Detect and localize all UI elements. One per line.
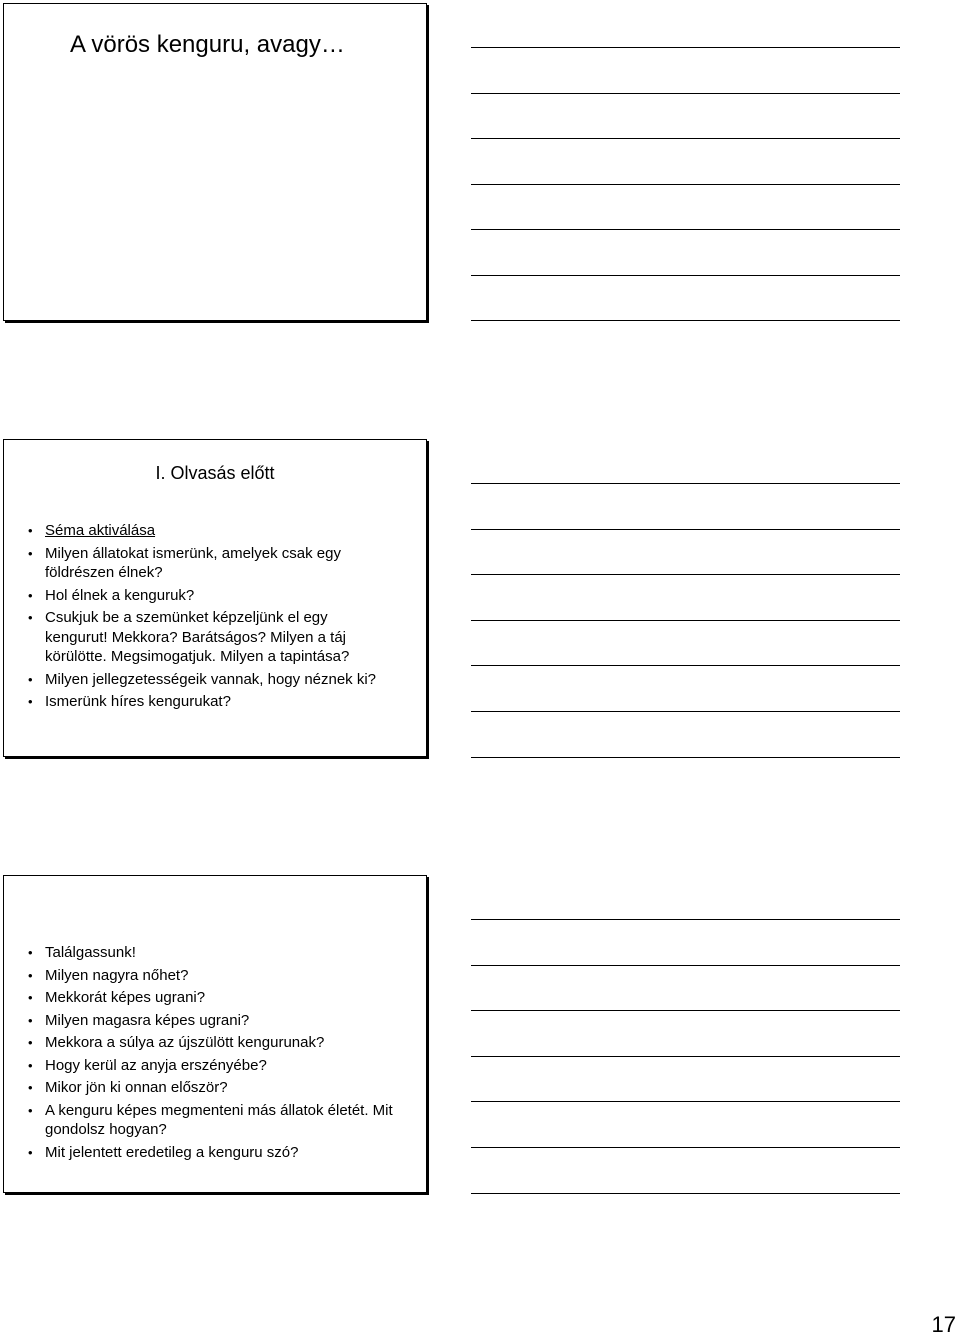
note-line (471, 229, 900, 230)
bullet-item (4, 988, 414, 1008)
bullet-item (4, 608, 379, 667)
bullet-text: Mekkorát képes ugrani? (45, 989, 206, 1006)
note-line (471, 711, 900, 712)
slide-3 (3, 875, 427, 1193)
note-line (471, 529, 900, 530)
bullet-text: A kenguru képes megmenteni más állatok életét. Mit gondolsz hogyan? (45, 1101, 393, 1138)
bullet-item (4, 1011, 414, 1031)
bullet-text: Milyen jellegzetességeik vannak, hogy néznek ki? (45, 670, 377, 688)
slide-title: A vörös kenguru, avagy… (70, 31, 345, 58)
bullet-text: Ismerünk híres kengurukat? (45, 693, 231, 710)
note-line (471, 1147, 900, 1148)
bullet-item (4, 1078, 414, 1098)
bullet-item (4, 966, 414, 986)
note-line (471, 184, 900, 185)
bullet-list (4, 521, 379, 715)
bullet-text: Mikor jön ki onnan először? (45, 1079, 228, 1096)
note-line (471, 574, 900, 575)
bullet-text: Milyen magasra képes ugrani? (45, 1011, 250, 1029)
bullet-text: Csukjuk be a szemünket képzeljünk el egy kengurut! Mekkora? Barátságos? Milyen a táj körülötte. Megsimogatjuk. Milyen a tapintása? (45, 609, 350, 665)
note-line (471, 1010, 900, 1011)
bullet-text: Találgassunk! (45, 944, 136, 961)
note-line (471, 620, 900, 621)
bullet-text: Hol élnek a kenguruk? (45, 586, 195, 604)
bullet-item (4, 544, 379, 583)
slide-heading: I. Olvasás előtt (155, 463, 275, 483)
bullet-list (4, 943, 414, 1165)
note-line (471, 47, 900, 48)
note-line (471, 320, 900, 321)
note-line (471, 1101, 900, 1102)
bullet-item (4, 1101, 414, 1140)
bullet-text: Mekkora a súlya az újszülött kengurunak? (45, 1034, 325, 1051)
bullet-item (4, 943, 414, 963)
bullet-text: Hogy kerül az anyja erszényébe? (45, 1056, 267, 1074)
bullet-item (4, 670, 379, 690)
note-line (471, 275, 900, 276)
bullet-item (4, 1056, 414, 1076)
bullet-item (4, 521, 379, 541)
note-line (471, 1056, 900, 1057)
bullet-text: Mit jelentett eredetileg a kenguru szó? (45, 1143, 299, 1161)
bullet-item (4, 586, 379, 606)
bullet-item (4, 692, 379, 712)
bullet-item (4, 1033, 414, 1053)
bullet-text: Milyen nagyra nőhet? (45, 966, 189, 984)
slide-2 (3, 439, 427, 757)
bullet-text: Milyen állatokat ismerünk, amelyek csak egy földrészen élnek? (45, 544, 341, 581)
note-line (471, 757, 900, 758)
note-line (471, 93, 900, 94)
note-line (471, 665, 900, 666)
page-number: 17 (931, 1312, 956, 1337)
slide-1 (3, 3, 427, 321)
bullet-text: Séma aktiválása (45, 522, 156, 539)
note-line (471, 965, 900, 966)
note-line (471, 483, 900, 484)
note-line (471, 1193, 900, 1194)
bullet-item (4, 1143, 414, 1163)
note-line (471, 138, 900, 139)
note-line (471, 919, 900, 920)
